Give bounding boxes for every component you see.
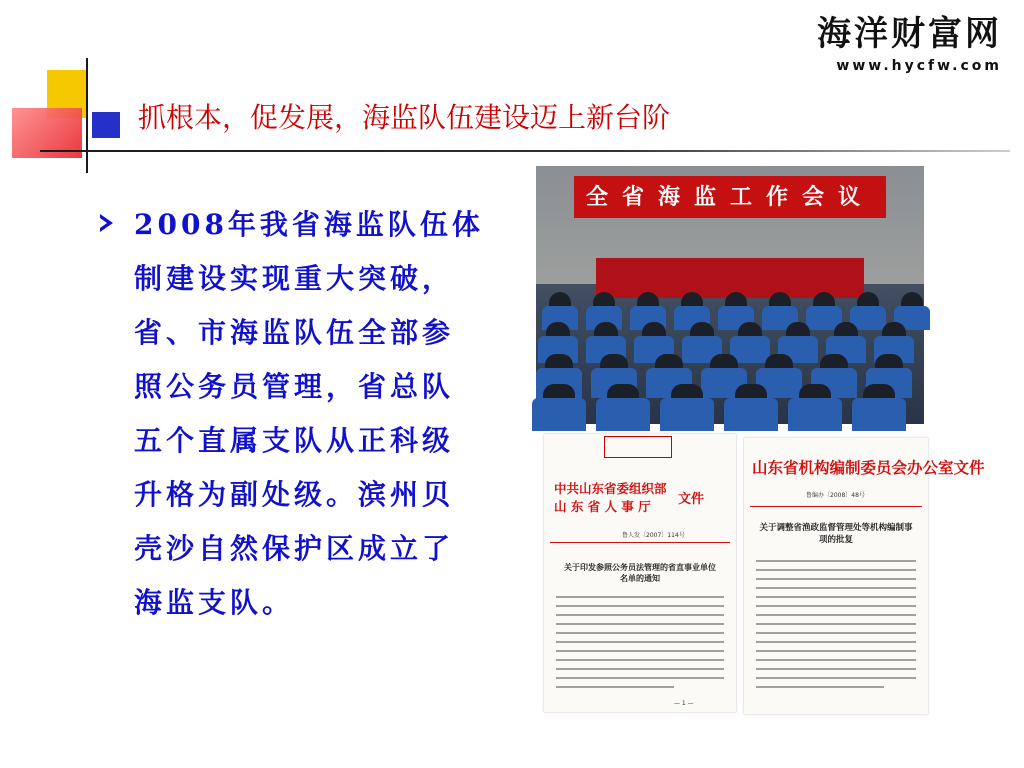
vertical-rule (86, 58, 88, 173)
slide-title: 抓根本，促发展，海监队伍建设迈上新台阶 (138, 101, 671, 134)
document-left-body (556, 596, 724, 695)
document-left-page-mark: — 1 — (674, 700, 694, 707)
document-right-header: 山东省机构编制委员会办公室文件 (752, 458, 985, 477)
bullet-arrow-icon (100, 214, 113, 232)
photo-chair (596, 398, 650, 431)
blue-square-decoration (92, 112, 120, 138)
document-right-body (756, 560, 916, 695)
document-left-red-rule (550, 542, 730, 543)
document-right-title: 关于调整省渔政监督管理处等机构编制事项的批复 (759, 523, 913, 545)
document-left-title: 关于印发参照公务员法管理的省直事业单位名单的通知 (564, 563, 716, 583)
document-stamp (604, 436, 672, 458)
meeting-photo (536, 166, 924, 424)
photo-chair (660, 398, 714, 431)
photo-chair (724, 398, 778, 431)
photo-chair (788, 398, 842, 431)
document-left-header: 中共山东省委组织部 山 东 省 人 事 厅 (554, 481, 667, 514)
photo-chair (852, 398, 906, 431)
photo-banner: 全省海监工作会议 (574, 176, 886, 218)
document-left-number: 鲁人发〔2007〕114号 (622, 532, 685, 539)
corner-decoration (0, 0, 160, 180)
logo-url: www.hycfw.com (836, 58, 1002, 74)
document-right-red-rule (750, 506, 922, 507)
document-left (544, 434, 736, 712)
document-right (744, 438, 985, 714)
bullet-paragraph: 2008年我省海监队伍体制建设实现重大突破，省、市海监队伍全部参照公务员管理，省总队五个直属支队从正科级升格为副处级。滨州贝壳沙自然保护区成立了海监支队。 (134, 208, 484, 619)
photo-chair (532, 398, 586, 431)
site-logo (817, 14, 1002, 74)
document-left-header-suffix: 文件 (678, 492, 705, 507)
title-underline (40, 150, 1010, 152)
logo-text: 海洋财富网 (817, 14, 1002, 54)
document-right-number: 鲁编办〔2008〕48号 (806, 492, 865, 499)
